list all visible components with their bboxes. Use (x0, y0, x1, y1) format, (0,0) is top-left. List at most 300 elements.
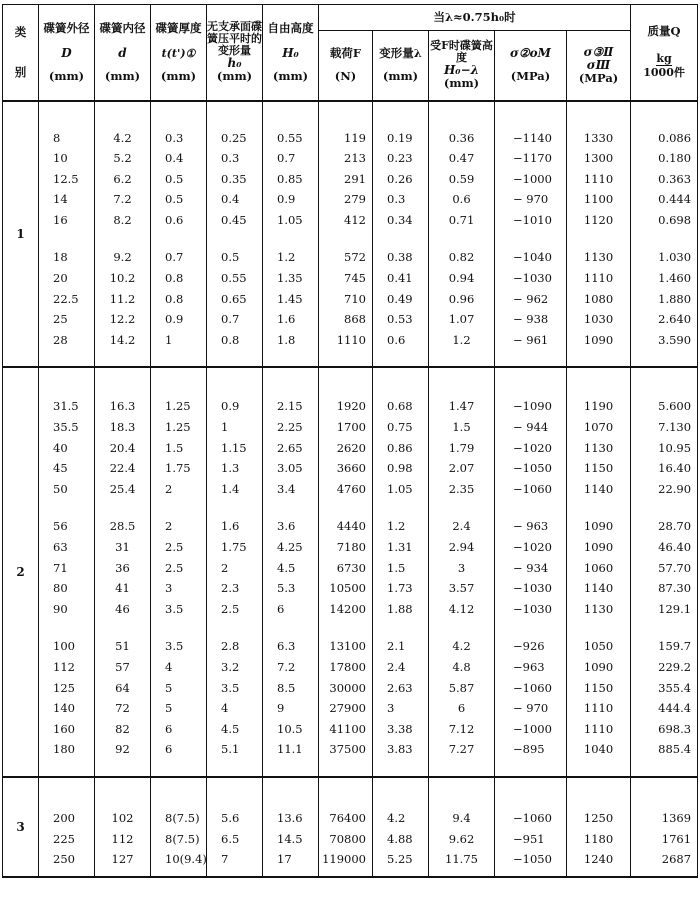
table-cell: 1130 (583, 601, 614, 616)
table-cell: 1.05 (387, 481, 413, 496)
table-cell: 1.8 (277, 332, 296, 347)
table-cell: 1080 (583, 291, 614, 306)
table-cell: 1.880 (658, 291, 692, 306)
table-cell: 7 (221, 852, 229, 867)
table-cell: 18 (53, 250, 68, 265)
table-cell: 3.4 (277, 481, 296, 496)
table-cell: 22.4 (109, 461, 136, 476)
table-cell: 25.4 (109, 481, 136, 496)
table-cell: 10.5 (277, 721, 303, 736)
table-cell: 51 (115, 639, 130, 654)
table-cell: 1.5 (452, 420, 471, 435)
table-cell: 0.9 (165, 312, 184, 327)
table-cell: 6.2 (113, 171, 132, 186)
table-cell: 5.3 (277, 581, 296, 596)
table-cell: 0.96 (448, 291, 475, 306)
table-cell: 2.07 (448, 461, 475, 476)
column-deflection (373, 777, 429, 877)
table-cell: 1070 (583, 420, 614, 435)
header-thickness: 碟簧厚度 t(t')① (mm) (151, 5, 207, 101)
table-cell: − 944 (513, 420, 549, 435)
table-cell: 90 (53, 601, 68, 616)
table-cell: 30000 (329, 680, 366, 695)
table-cell: − 934 (513, 560, 549, 575)
column-load (319, 367, 373, 777)
table-cell: 0.47 (448, 151, 475, 166)
table-cell: 250 (53, 852, 75, 867)
table-cell: 1.07 (448, 312, 475, 327)
header-deflection: 变形量λ (mm) (373, 31, 429, 101)
column-load (319, 777, 373, 877)
table-cell: 1.75 (221, 540, 247, 554)
table-cell: 37500 (329, 742, 366, 757)
table-cell: 0.363 (658, 171, 692, 186)
table-cell: 7.27 (448, 742, 475, 757)
table-cell: 2.1 (387, 639, 406, 654)
table-cell: 10(9.4) (165, 852, 207, 867)
table-cell: 291 (344, 171, 366, 186)
table-cell: 0.53 (387, 312, 413, 327)
table-cell: 4.5 (277, 560, 296, 575)
table-cell: 14.2 (109, 332, 136, 347)
table-cell: − 970 (513, 701, 549, 716)
table-cell: −1020 (513, 440, 552, 455)
table-cell: 2 (165, 481, 173, 496)
table-cell: 0.5 (165, 171, 184, 186)
table-cell: −951 (513, 831, 545, 846)
table-cell: 1110 (336, 332, 366, 347)
header-mass: 质量Q kg 1000件 (631, 5, 698, 101)
table-cell: 35.5 (53, 420, 79, 435)
table-cell: 1110 (583, 721, 614, 736)
table-cell: 13.6 (277, 810, 303, 825)
column-stress-ii-iii (567, 367, 631, 777)
table-cell: −1020 (513, 540, 552, 554)
table-cell: 1330 (583, 130, 614, 145)
table-cell: 868 (344, 312, 366, 327)
table-cell: 17800 (329, 659, 366, 674)
table-cell: 0.3 (221, 151, 240, 166)
table-cell: −1170 (513, 151, 552, 166)
table-cell: 1.45 (277, 291, 303, 306)
table-cell: 1060 (583, 560, 614, 575)
table-cell: 80 (53, 581, 68, 596)
table-cell: 5.87 (448, 680, 475, 695)
table-cell: 2.35 (448, 481, 475, 496)
table-cell: 200 (53, 810, 75, 825)
table-cell: −963 (513, 659, 545, 674)
table-cell: 7180 (336, 540, 366, 554)
table-cell: 1920 (336, 399, 366, 414)
column-outer-diameter (39, 367, 95, 777)
table-cell: 3.38 (387, 721, 413, 736)
table-cell: 2.15 (277, 399, 303, 414)
table-cell: 0.94 (448, 271, 475, 286)
header-outer-diameter: 碟簧外径 D (mm) (39, 5, 95, 101)
table-cell: 0.49 (387, 291, 413, 306)
table-cell: 3.57 (448, 581, 475, 596)
table-cell: 127 (111, 852, 134, 867)
table-cell: 6 (165, 721, 173, 736)
table-cell: 20 (53, 271, 68, 286)
table-cell: 87.30 (658, 581, 692, 596)
header-load: 载荷F (N) (319, 31, 373, 101)
table-cell: 3.2 (221, 659, 240, 674)
column-loaded-height (429, 101, 495, 368)
table-cell: 1.6 (221, 519, 240, 534)
table-cell: 2.640 (658, 312, 692, 327)
table-cell: 1250 (583, 810, 614, 825)
table-cell: 0.5 (165, 192, 184, 207)
table-cell: 1.030 (658, 250, 692, 265)
table-cell: 3.590 (658, 332, 692, 347)
table-cell: 20.4 (109, 440, 136, 455)
column-stress-om (495, 367, 567, 777)
table-cell: 76400 (329, 810, 366, 825)
table-cell: 1100 (583, 192, 614, 207)
column-flat-deflection (207, 777, 263, 877)
table-cell: 11.1 (277, 742, 303, 757)
table-cell: 4.88 (387, 831, 413, 846)
table-cell: 0.75 (387, 420, 413, 435)
table-cell: 698.3 (658, 721, 692, 736)
table-cell: 3.5 (165, 639, 184, 654)
table-cell: 0.82 (448, 250, 475, 265)
table-cell: 8(7.5) (165, 831, 200, 846)
table-cell: − 938 (513, 312, 549, 327)
table-cell: 0.4 (165, 151, 184, 166)
column-deflection (373, 367, 429, 777)
category-row (3, 777, 698, 877)
table-cell: 5.6 (221, 810, 240, 825)
table-cell: 7.12 (448, 721, 475, 736)
table-cell: 2.3 (221, 581, 240, 596)
table-cell: 1.25 (165, 399, 191, 414)
table-cell: 92 (115, 742, 130, 757)
table-cell: 0.3 (387, 192, 406, 207)
table-cell: 57.70 (658, 560, 692, 575)
table-cell: 3 (457, 560, 466, 575)
table-cell: 3 (387, 701, 395, 716)
disc-spring-table (2, 4, 698, 878)
table-cell: 102 (111, 810, 134, 825)
table-cell: 0.4 (221, 192, 240, 207)
table-cell: 8(7.5) (165, 810, 200, 825)
table-cell: − 963 (513, 519, 549, 534)
table-cell: 213 (344, 151, 366, 166)
table-cell: 31.5 (53, 399, 79, 414)
header-loaded-height: 受F时碟簧高 度 H₀−λ (mm) (429, 31, 495, 101)
table-cell: 4.2 (452, 639, 471, 654)
table-cell: 2 (221, 560, 229, 575)
table-cell: 2.5 (165, 540, 184, 554)
table-cell: 112 (53, 659, 75, 674)
table-cell: 1.75 (165, 461, 191, 476)
table-cell: − 962 (513, 291, 549, 306)
table-cell: 0.9 (277, 192, 296, 207)
table-cell: 70800 (329, 831, 366, 846)
table-cell: 0.698 (658, 212, 692, 227)
column-stress-ii-iii (567, 101, 631, 368)
column-mass (631, 367, 698, 777)
table-cell: 0.45 (221, 212, 247, 227)
table-cell: 25 (53, 312, 68, 327)
table-cell: 3 (165, 581, 173, 596)
table-cell: 1.2 (387, 519, 406, 534)
header-flat-deflection: 无支承面碟簧压平时的变形量 h₀ (mm) (207, 5, 263, 101)
table-cell: −895 (513, 742, 545, 757)
table-cell: 0.6 (452, 192, 471, 207)
table-cell: 0.41 (387, 271, 413, 286)
table-cell: 9.62 (448, 831, 475, 846)
table-cell: 0.9 (221, 399, 240, 414)
table-cell: 6.5 (221, 831, 240, 846)
table-cell: 5.600 (658, 399, 692, 414)
table-cell: 10 (53, 151, 68, 166)
table-cell: 0.65 (221, 291, 247, 306)
table-cell: 57 (115, 659, 130, 674)
table-cell: 2.4 (387, 659, 406, 674)
table-cell: 1.31 (387, 540, 413, 554)
table-cell: 18.3 (109, 420, 136, 435)
table-cell: 46.40 (658, 540, 692, 554)
table-cell: 2.5 (165, 560, 184, 575)
table-cell: 1090 (583, 659, 614, 674)
table-cell: 7.2 (113, 192, 132, 207)
table-cell: 279 (344, 192, 366, 207)
table-cell: 1.47 (448, 399, 475, 414)
table-cell: 1.2 (277, 250, 296, 265)
table-cell: 0.23 (387, 151, 413, 166)
table-cell: 1.25 (165, 420, 191, 435)
header-category: 类 别 (3, 5, 39, 101)
table-cell: 885.4 (658, 742, 692, 757)
table-cell: 0.444 (658, 192, 692, 207)
table-cell: 1090 (583, 332, 614, 347)
table-cell: 1110 (583, 271, 614, 286)
column-thickness (151, 367, 207, 777)
table-cell: 13100 (329, 639, 366, 654)
table-cell: 1.79 (448, 440, 475, 455)
table-cell: 0.3 (165, 130, 184, 145)
table-cell: 56 (53, 519, 68, 534)
table-cell: 180 (53, 742, 75, 757)
table-cell: 64 (115, 680, 130, 695)
table-cell: 11.2 (109, 291, 136, 306)
table-cell: 0.86 (387, 440, 413, 455)
table-cell: 0.6 (165, 212, 184, 227)
table-cell: 28 (53, 332, 68, 347)
category-row (3, 367, 698, 777)
table-cell: 12.2 (109, 312, 136, 327)
column-deflection (373, 101, 429, 368)
table-cell: 4 (221, 701, 229, 716)
column-load (319, 101, 373, 368)
column-stress-om (495, 101, 567, 368)
table-cell: 2620 (336, 440, 366, 455)
table-cell: 2687 (661, 852, 692, 867)
table-cell: 100 (53, 639, 75, 654)
table-cell: 1090 (583, 519, 614, 534)
table-cell: 1050 (583, 639, 614, 654)
table-cell: −1050 (513, 461, 552, 476)
table-cell: 1.5 (387, 560, 406, 575)
table-cell: 0.59 (448, 171, 475, 186)
table-cell: 0.85 (277, 171, 303, 186)
table-cell: 10.2 (109, 271, 136, 286)
table-cell: 572 (344, 250, 366, 265)
column-stress-ii-iii (567, 777, 631, 877)
table-cell: 14.5 (277, 831, 303, 846)
table-cell: 355.4 (658, 680, 692, 695)
table-cell: 72 (115, 701, 130, 716)
table-cell: 9.4 (452, 810, 471, 825)
table-cell: 16.40 (658, 461, 692, 476)
table-cell: 225 (53, 831, 75, 846)
table-cell: 22.5 (53, 291, 79, 306)
table-cell: 1120 (583, 212, 614, 227)
table-cell: 41100 (329, 721, 366, 736)
column-thickness (151, 101, 207, 368)
table-cell: 2.94 (448, 540, 475, 554)
table-cell: 10.95 (658, 440, 692, 455)
table-cell: 40 (53, 440, 68, 455)
table-cell: 3660 (336, 461, 366, 476)
table-cell: 3.5 (221, 680, 240, 695)
table-cell: 0.086 (658, 130, 692, 145)
table-cell: 1130 (583, 440, 614, 455)
category-label: 1 (3, 101, 39, 368)
table-cell: 4.12 (448, 601, 475, 616)
column-stress-om (495, 777, 567, 877)
table-cell: 444.4 (658, 701, 692, 716)
table-cell: −1050 (513, 852, 552, 867)
table-cell: 10500 (329, 581, 366, 596)
table-cell: 1150 (583, 461, 614, 476)
table-cell: 2.5 (221, 601, 240, 616)
table-cell: 2.65 (277, 440, 303, 455)
table-cell: 0.34 (387, 212, 413, 227)
table-cell: −926 (513, 639, 545, 654)
table-cell: 1140 (583, 581, 614, 596)
table-cell: 31 (115, 540, 130, 554)
table-cell: 45 (53, 461, 68, 476)
table-cell: 4.2 (113, 130, 132, 145)
table-cell: 1030 (583, 312, 614, 327)
table-cell: 0.8 (165, 291, 184, 306)
table-cell: 46 (115, 601, 130, 616)
table-cell: 1.15 (221, 440, 247, 455)
table-cell: 4.2 (387, 810, 406, 825)
table-cell: 27900 (329, 701, 366, 716)
table-cell: 82 (115, 721, 130, 736)
table-cell: 6730 (336, 560, 366, 575)
table-cell: −1060 (513, 810, 552, 825)
table-cell: 0.68 (387, 399, 413, 414)
table-cell: 4440 (336, 519, 366, 534)
table-cell: 0.6 (387, 332, 406, 347)
table-cell: 112 (111, 831, 134, 846)
table-cell: 1.5 (165, 440, 184, 455)
table-cell: 3.05 (277, 461, 303, 476)
table-cell: 0.36 (448, 130, 475, 145)
table-cell: 8.5 (277, 680, 296, 695)
table-cell: 1369 (661, 810, 692, 825)
table-cell: 28.5 (109, 519, 136, 534)
table-cell: 0.180 (658, 151, 692, 166)
table-cell: 2.25 (277, 420, 303, 435)
table-cell: 0.25 (221, 130, 247, 145)
table-cell: − 961 (513, 332, 549, 347)
table-cell: 1090 (583, 540, 614, 554)
table-cell: 119 (344, 130, 366, 145)
table-cell: 5 (165, 701, 173, 716)
column-free-height (263, 101, 319, 368)
column-loaded-height (429, 367, 495, 777)
table-cell: 1110 (583, 171, 614, 186)
table-cell: 12.5 (53, 171, 79, 186)
table-cell: 1700 (336, 420, 366, 435)
table-cell: 0.7 (221, 312, 240, 327)
table-cell: 1240 (583, 852, 614, 867)
table-cell: 129.1 (658, 601, 692, 616)
header-free-height: 自由高度 H₀ (mm) (263, 5, 319, 101)
table-cell: 1300 (583, 151, 614, 166)
table-cell: 6 (165, 742, 173, 757)
table-cell: 1.3 (221, 461, 240, 476)
table-cell: −1040 (513, 250, 552, 265)
table-cell: 6.3 (277, 639, 296, 654)
header-stress-ii-iii: σ③Ⅱ σⅢ (MPa) (567, 31, 631, 101)
table-cell: −1030 (513, 581, 552, 596)
table-cell: 1140 (583, 481, 614, 496)
table-cell: 1.460 (658, 271, 692, 286)
table-cell: 0.19 (387, 130, 413, 145)
table-cell: −1010 (513, 212, 552, 227)
table-cell: 3.6 (277, 519, 296, 534)
table-cell: 0.8 (165, 271, 184, 286)
table-cell: 63 (53, 540, 68, 554)
table-cell: 1190 (583, 399, 614, 414)
table-cell: 5 (165, 680, 173, 695)
column-free-height (263, 777, 319, 877)
table-cell: 1.73 (387, 581, 413, 596)
table-cell: 745 (344, 271, 366, 286)
table-cell: 5.25 (387, 852, 413, 867)
table-cell: 0.35 (221, 171, 247, 186)
table-cell: 125 (53, 680, 75, 695)
table-cell: − 970 (513, 192, 549, 207)
column-loaded-height (429, 777, 495, 877)
table-cell: 1.88 (387, 601, 413, 616)
table-cell: 71 (53, 560, 68, 575)
table-cell: 17 (277, 852, 292, 867)
table-cell: 50 (53, 481, 68, 496)
table-cell: 1.35 (277, 271, 303, 286)
table-cell: 3.5 (165, 601, 184, 616)
table-cell: 1040 (583, 742, 614, 757)
table-cell: 4.8 (452, 659, 471, 674)
column-inner-diameter (95, 777, 151, 877)
category-label: 2 (3, 367, 39, 777)
table-cell: 41 (115, 581, 130, 596)
table-cell: 4 (165, 659, 173, 674)
table-cell: 1.6 (277, 312, 296, 327)
table-cell: 8.2 (113, 212, 132, 227)
column-outer-diameter (39, 777, 95, 877)
table-cell: 2 (165, 519, 173, 534)
table-cell: −1030 (513, 601, 552, 616)
